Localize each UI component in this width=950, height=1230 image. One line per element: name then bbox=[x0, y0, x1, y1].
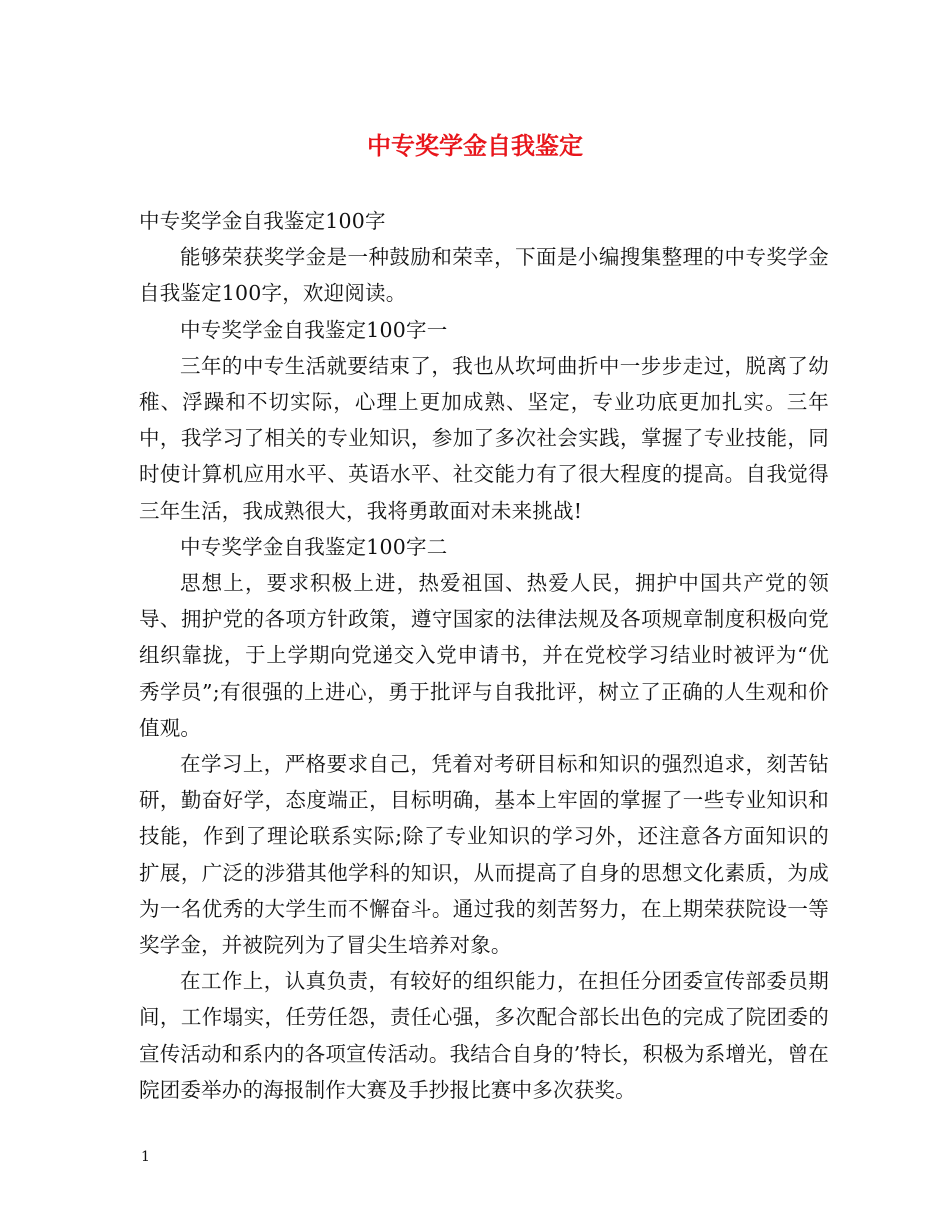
paragraph: 三年的中专生活就要结束了，我也从坎坷曲折中一步步走过，脱离了幼稚、浮躁和不切实际，心理上更加成熟、坚定，专业功底更加扎实。三年中，我学习了相关的专业知识，参加了多次社会实践，掌握了专业技能，同时使计算机应用水平、英语水平、社交能力有了很大程度的提高。自我觉得三年生活，我成熟很大，我将勇敢面对未来挑战! bbox=[139, 353, 829, 523]
paragraph: 思想上，要求积极上进，热爱祖国、热爱人民，拥护中国共产党的领导、拥护党的各项方针政策，遵守国家的法律法规及各项规章制度积极向党组织靠拢，于上学期向党递交入党申请书，并在党校学习结业时被评为“优秀学员”;有很强的上进心，勇于批评与自我批评，树立了正确的人生观和价值观。 bbox=[139, 571, 829, 740]
paragraph: 在工作上，认真负责，有较好的组织能力，在担任分团委宣传部委员期间，工作塌实，任劳任怨，责任心强，多次配合部长出色的完成了院团委的宣传活动和系内的各项宣传活动。我结合自身的’特长，积极为系增光，曾在院团委举办的海报制作大赛及手抄报比赛中多次获奖。 bbox=[139, 969, 829, 1102]
paragraph: 中专奖学金自我鉴定100字 bbox=[139, 209, 386, 233]
section-heading: 中专奖学金自我鉴定100字一 bbox=[180, 317, 448, 342]
section-heading: 中专奖学金自我鉴定100字二 bbox=[180, 534, 448, 559]
paragraph: 在学习上，严格要求自己，凭着对考研目标和知识的强烈追求，刻苦钻研，勤奋好学，态度端正，目标明确，基本上牢固的掌握了一些专业知识和技能，作到了理论联系实际;除了专业知识的学习外，还注意各方面知识的扩展，广泛的涉猎其他学科的知识，从而提高了自身的思想文化素质，为成为一名优秀的大学生而不懈奋斗。通过我的刻苦努力，在上期荣获院设一等奖学金，并被院列为了冒尖生培养对象。 bbox=[139, 752, 829, 958]
page-number: 1 bbox=[141, 1149, 150, 1165]
document-body bbox=[139, 203, 829, 1108]
paragraph: 能够荣获奖学金是一种鼓励和荣幸，下面是小编搜集整理的中专奖学金自我鉴定100字，欢迎阅读。 bbox=[139, 245, 829, 306]
document-title: 中专奖学金自我鉴定 bbox=[367, 131, 583, 160]
